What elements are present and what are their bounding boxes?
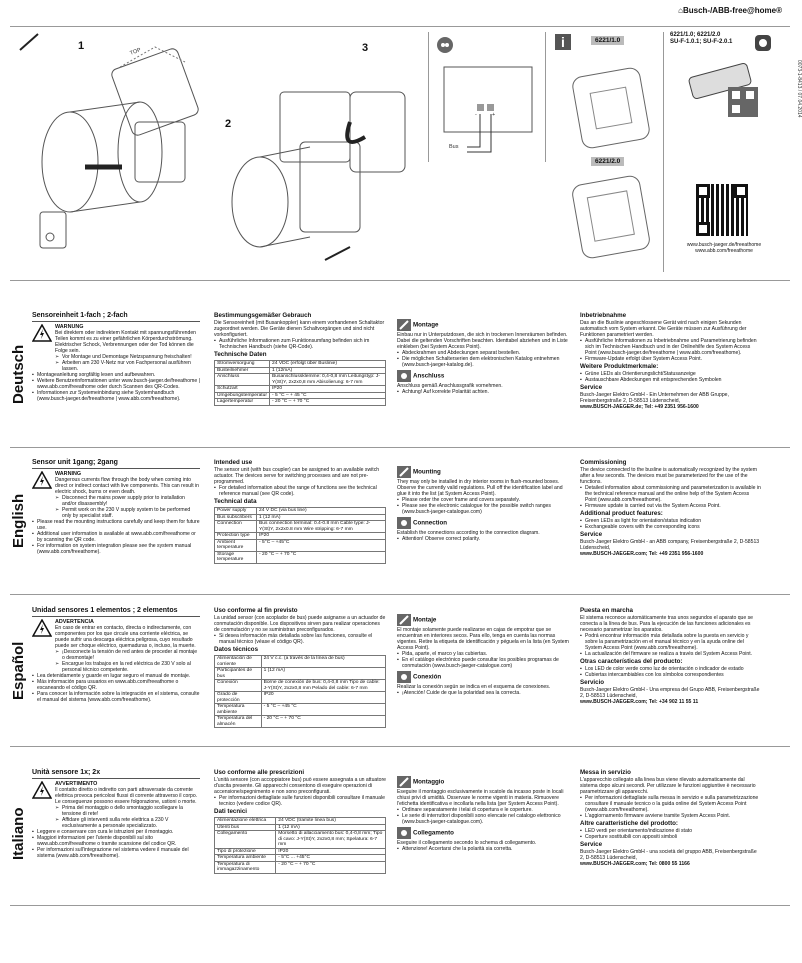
use-title: Intended use <box>214 459 253 466</box>
top-label: TOP <box>129 47 142 57</box>
commissioning-text: El sistema reconoce automáticamente tras unos segundos el aparato que se conecta a la línea de bus. Para la ejecución de las funciones adicionales es necesario parametrizar los aparatos. <box>580 615 754 633</box>
connection-note: ▪ Attenzione! Accertarsi che la polarità sia corretta. <box>397 846 569 852</box>
use-column <box>214 770 386 874</box>
mounting-column <box>397 608 569 696</box>
screwdriver-icon <box>397 319 411 331</box>
table-cell: 1 (12 mA) <box>261 668 385 680</box>
connection-text: Realizar la conexión según se indica en el esquema de conexiones. <box>397 684 551 690</box>
table-cell: 1 (12mA) <box>270 367 386 374</box>
mounting-title: Montage <box>413 321 439 329</box>
mounting-column <box>397 770 569 852</box>
feature-item: ▪ Grüne LEDs als Orientierungslicht/Statusanzeige <box>580 371 762 377</box>
safety-note: ▪ Más información para usuarios en www.abb.com/freeathome o escaneando el código QR. <box>32 679 200 691</box>
service-contact[interactable]: www.BUSCH-JAEGER.com; Tel: 0800 55 1166 <box>580 861 690 867</box>
feature-item: ▪ Cubiertas intercambiables con los símbolos correspondientes <box>580 672 762 678</box>
table-cell: Tipo di protezione <box>215 848 276 855</box>
table-cell: Connection <box>215 521 257 533</box>
qr-code <box>696 184 748 236</box>
mounting-note: ▪ Please see the electronic catalogue for the possible switch ranges (www.busch-jaeger-catalogue.com) <box>397 503 569 515</box>
tech-title: Technische Daten <box>214 351 267 358</box>
table-cell: - 20 °C – + 70 °C <box>276 861 386 873</box>
section-espanol <box>10 608 792 734</box>
table-cell: IP20 <box>276 848 386 855</box>
commissioning-text: The device connected to the busline is automatically recognized by the system after a few seconds. The devices must be parameterized for the use of the functions. <box>580 467 757 485</box>
qr-finder-bl <box>696 222 710 236</box>
commissioning-title: Messa in servizio <box>580 769 631 776</box>
table-cell: Alimentación de corriente <box>215 656 262 668</box>
safety-note: ▪ Please read the mounting instructions carefully and keep them for future use. <box>32 519 200 531</box>
connection-note: ▪ Attention! Observe correct polarity. <box>397 536 569 542</box>
mounting-column <box>397 313 569 395</box>
warning-triangle-icon <box>32 619 52 637</box>
table-cell: Temperatura di immagazzinamento <box>215 861 276 873</box>
tech-title: Dati tecnici <box>214 808 248 815</box>
use-title: Uso conforme alle prescrizioni <box>214 769 305 776</box>
model-2-label: 6221/2.0 <box>591 157 624 166</box>
connection-diagram <box>428 32 546 162</box>
table-row <box>215 399 386 406</box>
section-italiano <box>10 770 792 898</box>
step-2-number: 2 <box>225 118 232 130</box>
section-divider <box>10 594 790 595</box>
service-contact[interactable]: www.BUSCH-JAEGER.com; Tel: +49 2351 956-1600 <box>580 551 704 557</box>
use-text: L'unità sensore (con accoppiatore bus) può essere assegnata a un attuatore d'uscita presente. Gli apparecchi consentono di eseguire operazioni di accensione/spegnimento e non sono preconfigurati. <box>214 777 387 795</box>
product-title: Unità sensore 1x; 2x <box>32 770 200 779</box>
connection-title: Anschluss <box>413 372 445 380</box>
qr-finder-tl <box>696 184 710 198</box>
table-row <box>215 704 386 716</box>
commissioning-text: Das an die Buslinie angeschlossene Gerät wird nach einigen Sekunden automatisch vom System erkannt. Die Geräte müssen zur Ausführung der Funktionen parametriert werden. <box>580 320 747 338</box>
mounting-text: Einbau nur in Unterputzdosen, die sich in trockenen Innenräumen befinden. Dabei die geltenden Vorschriften beachten. Identtabel abziehen und in Liste einkleben (bei System Access Point). <box>397 332 568 350</box>
use-note: ▪ Si desea información más detallada sobre las funciones, consulte el manual técnico (véase el código QR). <box>214 633 386 645</box>
use-column <box>214 608 386 728</box>
service-contact[interactable]: www.BUSCH-JAEGER.de; Tel: +49 2351 956-1600 <box>580 404 699 410</box>
mounting-note: ▪ En el catálogo electrónico puede consultar los posibles programas de conmutación (www.busch-jaeger-catalogue.com) <box>397 657 569 669</box>
table-cell: Stromversorgung <box>215 361 270 368</box>
commissioning-note: ▪ Podrá encontrar información más detallada sobre la puesta en servicio y sobre la parametrización en el manual técnico y en la ayuda online del System Access Point (www.abb.com/freeathome). <box>580 633 762 651</box>
models-illustration <box>553 32 663 272</box>
tech-title: Technical data <box>214 498 257 505</box>
table-cell: - 5 °C – + 45 °C <box>270 392 386 399</box>
table-cell: Power supply <box>215 508 257 515</box>
table-row <box>215 831 386 849</box>
table-cell: Participantes de bus <box>215 668 262 680</box>
connection-icon <box>397 671 411 683</box>
table-cell: - 5°C – +45°C <box>257 539 386 551</box>
warning-triangle-icon <box>32 471 52 489</box>
info-icon: i <box>555 34 571 50</box>
qr-url-1[interactable]: www.busch-jaeger.de/freeathome <box>686 242 762 248</box>
mounting-text: They may only be installed in dry interior rooms in flush-mounted boxes. Observe the currently valid regulations. Pull off the identification label and glue it into the list (at System Access Point). <box>397 479 563 497</box>
table-cell: Temperatura ambiente <box>215 704 262 716</box>
language-label: English <box>10 493 27 549</box>
warning-step: ➢ Disconnect the mains power supply prior to installation and/or disassembly! <box>55 495 200 507</box>
warning-title: WARNING <box>55 471 82 477</box>
brand-logo: ⌂Busch-/ABB-free@home® <box>678 6 782 15</box>
warning-triangle-icon <box>32 324 52 342</box>
warning-block <box>32 619 200 673</box>
table-cell: Umgebungstemperatur <box>215 392 270 399</box>
safety-note: ▪ Weitere Benutzerinformationen unter www.busch-jaeger.de/freeathome | www.abb.com/freeathome oder durch Scannen des QR-Codes. <box>32 378 200 390</box>
language-label: Español <box>10 641 27 701</box>
section-english <box>10 460 792 582</box>
feature-item: ▪ LED verdi per orientamento/indicazione di stato <box>580 828 762 834</box>
commissioning-note: ▪ Detailed information about commissioning and parameterization is available in the technical reference manual and the online help of the System Access Point (www.abb.com/freeathome). <box>580 485 762 503</box>
table-cell: Alimentazione elettrica <box>215 818 276 825</box>
features-title: Otras características del producto: <box>580 658 683 665</box>
warning-step: ➢ Vor Montage und Demontage Netzspannung freischalten! <box>55 354 200 360</box>
commissioning-note: ▪ Per informazioni dettagliate sulla messa in servizio e sulla parametrizzazione consultare il manuale tecnico o la guida online del System Access Point (www.abb.com/freeathome). <box>580 795 762 813</box>
table-cell: Lagertemperatur <box>215 399 270 406</box>
commissioning-column <box>580 608 762 705</box>
table-cell: Morsetto di allacciamento bus: 0,4-0,8 mm; Tipo di cavo: J-Y(St)Y, 2x2x0,8 mm; Spelatura: 6-7 mm <box>276 831 386 849</box>
terminal-minus-label: - <box>475 112 477 118</box>
service-title: Servicio <box>580 679 605 686</box>
table-cell: 24 VDC (erfolgt über Buslinie) <box>270 361 386 368</box>
connection-text: Establish the connections according to the connection diagram. <box>397 530 540 536</box>
connection-note: ▪ ¡Atención! Cuide de que la polaridad sea la correcta. <box>397 690 569 696</box>
table-cell: Utenti bus <box>215 824 276 831</box>
tech-table <box>214 655 386 728</box>
warning-title: AVVERTIMENTO <box>55 781 98 787</box>
warning-text: Dangerous currents flow through the body when coming into direct or indirect contact with live components. This can result in electric shock, burns or even death. <box>55 477 200 495</box>
table-cell: Conexión <box>215 680 262 692</box>
service-text: Busch-Jaeger Elektro GmbH - una società del gruppo ABB, Freisenbergstraße 2, D-58513 Lüdenscheid, <box>580 849 757 861</box>
service-title: Service <box>580 841 603 848</box>
models-title-text: 6221/1.0; 6221/2.0 <box>670 32 721 38</box>
commissioning-title: Commissioning <box>580 459 627 466</box>
commissioning-note: ▪ Firmware update is carried out via the System Access Point. <box>580 503 762 509</box>
table-cell: - 5°C ... +45°C <box>276 855 386 862</box>
service-text: Busch-Jaeger Elektro GmbH - Ein Unternehmen der ABB Gruppe, Freisenbergstraße 2, D-58513 Lüdenscheid, <box>580 392 729 404</box>
table-row <box>215 656 386 668</box>
terminal-plus-label: + <box>492 112 496 118</box>
table-row <box>215 521 386 533</box>
table-cell: Grado de protección <box>215 692 262 704</box>
warning-text: Bei direktem oder indirektem Kontakt mit spannungsführenden Teilen kommt es zu einer gefährlichen Körperdurchströmung. Elektrischer Schock, Verbrennungen oder der Tod können die Folge sein. <box>55 330 197 354</box>
mounting-text: El montaje solamente puede realizarse en cajas de empotrar que se encuentran en interiores secos. Para ello, tenga en cuenta las normas vigentes. Retire la etiqueta de identificación y péguela en la lista (en System Access Point). <box>397 627 569 651</box>
safety-note: ▪ Maggiori informazioni per l'utente disponibili sul sito www.abb.com/freeathome o tramite scansione del codice QR. <box>32 835 200 847</box>
service-text: Busch-Jaeger Elektro GmbH - an ABB company, Freisenbergstraße 2, D-58513 Lüdenscheid, <box>580 539 760 551</box>
device-wiring-drawing <box>429 32 547 162</box>
commissioning-note: ▪ L'aggiornamento firmware avviene tramite System Access Point. <box>580 813 762 819</box>
table-cell: Anschluss <box>215 374 270 386</box>
models-title <box>670 32 750 46</box>
warning-step: ➢ Prima del montaggio o dello smontaggio scollegare la tensione di rete! <box>55 805 200 817</box>
feature-item: ▪ Los LED de color verde como luz de orientación o indicador de estado <box>580 666 762 672</box>
use-text: The sensor unit (with bus coupler) can be assigned to an available switch actuator. The devices serve for switching processes and are not pre-programmed. <box>214 467 380 485</box>
table-cell: - 5 °C – +45 °C <box>261 704 385 716</box>
mounting-note: ▪ Pida, aparte, el marco y las cubiertas. <box>397 651 569 657</box>
features-title: Weitere Produktmerkmale: <box>580 363 659 370</box>
connection-icon <box>397 827 411 839</box>
safety-column <box>32 460 200 555</box>
feature-item: ▪ Green LEDs as light for orientation/status indication <box>580 518 762 524</box>
connection-title: Collegamento <box>413 829 454 837</box>
connection-note: ▪ Achtung! Auf korrekte Polarität achten. <box>397 389 569 395</box>
table-cell: Busteilnehmer <box>215 367 270 374</box>
mounting-title: Mounting <box>413 468 441 476</box>
section-divider <box>10 447 790 448</box>
warning-step: ➢ Arbeiten am 230 V-Netz nur von Fachpersonal ausführen lassen. <box>55 360 200 372</box>
safety-note: ▪ Para conocer la información sobre la integración en el sistema, consulte el manual del sistema (www.abb.com/freeathome). <box>32 691 200 703</box>
mounting-illustration <box>10 32 412 272</box>
document-number: 0073-1-8413 / 07.04.2014 <box>796 60 802 118</box>
safety-note: ▪ Montageanleitung sorgfältig lesen und aufbewahren. <box>32 372 200 378</box>
warning-step: ➢ Affidare gli interventi sulla rete elettrica a 230 V esclusivamente a personale specializzato. <box>55 817 200 829</box>
safety-note: ▪ For information on system integration please see the system manual (www.abb.com/freeathome). <box>32 543 200 555</box>
connection-text: Anschluss gemäß Anschlussgrafik vornehmen. <box>397 383 503 389</box>
mounting-column <box>397 460 569 542</box>
commissioning-column <box>580 460 762 557</box>
safety-column <box>32 608 200 703</box>
commissioning-title: Puesta en marcha <box>580 607 633 614</box>
features-title: Additional product features: <box>580 510 663 517</box>
warning-step: ➢ Encargue los trabajos en la red eléctrica de 230 V solo al personal técnico competente. <box>55 661 200 673</box>
connection-title: Conexión <box>413 673 442 681</box>
mounting-note: ▪ Le serie di interruttori disponibili sono elencate nel catalogo elettronico (www.busch-jaeger-catalogue.com). <box>397 813 569 825</box>
table-cell: Storage temperature <box>215 551 257 563</box>
mounting-text: Eseguire il montaggio esclusivamente in scatole da incasso poste in locali chiusi privi di umidità. Osservare le norme vigenti in materia. Rimuovere l'etichetta identificativa e incollarla nella lista (per System Access Point). <box>397 789 564 807</box>
qr-url-2[interactable]: www.abb.com/freeathome <box>695 248 753 254</box>
mounting-steps-drawing <box>10 32 412 272</box>
commissioning-note: ▪ Ausführliche Informationen zu Inbetriebnahme und Parametrierung befinden sich im Technischen Handbuch und in der Onlinehilfe des System Access Point (www.busch-jaeger.de/freeathome | www.abb.com/freeathome). <box>580 338 762 356</box>
table-row <box>215 861 386 873</box>
safety-note: ▪ Per informazioni sull'integrazione nel sistema vedere il manuale del sistema (www.abb.com/freeathome). <box>32 847 200 859</box>
tech-table <box>214 360 386 406</box>
top-divider <box>10 26 790 27</box>
warning-step: ➢ Permit work on the 230 V supply system to be performed only by specialist staff. <box>55 507 200 519</box>
feature-item: ▪ Coperture sostituibili con appositi simboli <box>580 834 762 840</box>
connection-text: Eseguire il collegamento secondo lo schema di collegamento. <box>397 840 537 846</box>
use-title: Bestimmungsgemäßer Gebrauch <box>214 312 312 319</box>
table-cell: IP20 <box>257 533 386 540</box>
product-title: Unidad sensores 1 elementos ; 2 elementos <box>32 608 200 617</box>
table-cell: - 20 °C – + 70 °C <box>270 399 386 406</box>
table-cell: 24 V DC (via bus line) <box>257 508 386 515</box>
warning-block <box>32 781 200 829</box>
table-cell: Ambient temperature <box>215 539 257 551</box>
connection-icon <box>397 517 411 529</box>
warning-title: ADVERTENCIA <box>55 619 94 625</box>
step-1-number: 1 <box>78 40 85 52</box>
warning-text: Il contatto diretto o indiretto con parti attraversate da corrente elettrica provoca pericolosi flussi di corrente attraverso il corpo. Le conseguenze possono essere folgorazione, ustioni o morte. <box>55 787 198 805</box>
smartphone-scan-drawing <box>670 62 770 122</box>
table-cell: Protection type <box>215 533 257 540</box>
step-3-number: 3 <box>362 42 369 54</box>
use-title: Uso conforme al fin previsto <box>214 607 298 614</box>
section-divider <box>10 746 790 747</box>
feature-item: ▪ Austauschbare Abdeckungen mit entsprechenden Symbolen <box>580 377 762 383</box>
table-row <box>215 374 386 386</box>
service-title: Service <box>580 384 603 391</box>
warning-text: En caso de entrar en contacto, directa o indirectamente, con componentes por los que circule una corriente eléctrica, se puede sufrir una descarga eléctrica peligrosa, cuyo resultado puede ser choque eléctrico, quemaduras o, incluso, la muerte. <box>55 625 196 649</box>
tech-table <box>214 507 386 564</box>
safety-column <box>32 313 200 402</box>
qr-section <box>663 32 773 272</box>
table-cell: Collegamento <box>215 831 276 849</box>
software-versions: SU-F-1.0.1; SU-F-2.0.1 <box>670 39 733 45</box>
warning-block <box>32 324 200 372</box>
use-column <box>214 460 386 564</box>
table-cell: Busanschlussklemme: 0,4-0,8 mm Leitungstyp: J-Y(St)Y, 2x2x0,8 mm Abisolierung: 6-7 mm <box>270 374 386 386</box>
bottom-divider <box>10 905 790 906</box>
mounting-note: ▪ Die möglichen Schalterserien dem elektronischen Katalog entnehmen (www.busch-jaeger-katalog.de). <box>397 356 569 368</box>
table-row <box>215 539 386 551</box>
table-cell: Temperatura del almacén <box>215 716 262 728</box>
model-1-label: 6221/1.0 <box>591 36 624 45</box>
table-cell: 24 VDC (tramite linea bus) <box>276 818 386 825</box>
product-title: Sensor unit 1gang; 2gang <box>32 460 200 469</box>
table-row <box>215 692 386 704</box>
use-column <box>214 313 386 406</box>
language-label: Italiano <box>10 807 27 861</box>
table-cell: Bus subscribers <box>215 514 257 521</box>
warning-triangle-icon <box>32 781 52 799</box>
section-deutsch <box>10 313 792 435</box>
commissioning-note: ▪ Firmware-Update erfolgt über System Access Point. <box>580 356 762 362</box>
use-text: La unidad sensor (con acoplador de bus) puede asignarse a un actuador de conmutación disponible. Los dispositivos sirven para realizar operaciones de conmutación y no se suministran preconfigurados. <box>214 615 386 633</box>
features-title: Altre caratteristiche del prodotto: <box>580 820 678 827</box>
table-cell: IP20 <box>261 692 385 704</box>
warning-block <box>32 471 200 519</box>
table-row <box>215 668 386 680</box>
service-text: Busch-Jaeger Elektro GmbH - Una empresa del Grupo ABB, Freisenbergstraße 2, D-58513 Lüdenscheid, <box>580 687 760 699</box>
warning-title: WARNUNG <box>55 324 84 330</box>
table-row <box>215 716 386 728</box>
commissioning-note: ▪ La actualización del firmware se realiza a través del System Access Point. <box>580 651 762 657</box>
language-label: Deutsch <box>10 344 27 404</box>
table-cell: - 20 °C – + 70 °C <box>261 716 385 728</box>
mounting-title: Montaggio <box>413 778 445 786</box>
table-cell: Schutzart <box>215 386 270 393</box>
app-icon <box>754 34 772 52</box>
table-cell: Borne de conexión de bus: 0,4-0,8 mm Tipo de cable: J-Y(St)Y, 2x2x0,8 mm Pelado del cable: 6-7 mm <box>261 680 385 692</box>
safety-note: ▪ Informationen zur Systemeinbindung siehe Systemhandbuch (www.busch-jaeger.de/freeathome | www.abb.com/freeathome). <box>32 390 200 402</box>
qr-urls <box>676 242 772 254</box>
table-cell: 1 (12 mA) <box>276 824 386 831</box>
use-note: ▪ Ausführliche Informationen zum Funktionsumfang befinden sich im Technischen Handbuch (siehe QR-Code). <box>214 338 386 350</box>
table-cell: - 20 °C – + 70 °C <box>257 551 386 563</box>
screwdriver-icon <box>397 776 411 788</box>
safety-column <box>32 770 200 859</box>
product-title: Sensoreinheit 1-fach ; 2-fach <box>32 313 200 322</box>
tech-table <box>214 817 386 874</box>
safety-note: ▪ Lea detenidamente y guarde en lugar seguro el manual de montaje. <box>32 673 200 679</box>
illustration-divider <box>10 280 790 281</box>
connection-icon <box>397 370 411 382</box>
service-contact[interactable]: www.BUSCH-JAEGER.com; Tel: +34 902 11 55 11 <box>580 699 699 705</box>
use-note: ▪ Per informazioni dettagliate sulle funzioni disponibili consultare il manuale tecnico (vedere codice QR). <box>214 795 386 807</box>
commissioning-title: Inbetriebnahme <box>580 312 627 319</box>
safety-note: ▪ Additional user information is available at www.abb.com/freeathome or by scanning the QR code. <box>32 531 200 543</box>
tech-title: Datos técnicos <box>214 646 259 653</box>
bus-label: Bus <box>449 144 459 150</box>
table-row <box>215 680 386 692</box>
table-row <box>215 551 386 563</box>
qr-finder-tr <box>734 184 748 198</box>
connection-title: Connection <box>413 519 448 527</box>
service-title: Service <box>580 531 603 538</box>
table-cell: IP20 <box>270 386 386 393</box>
warning-step: ➢ ¡Desconecte la tensión de red antes de proceder al montaje o desmontaje! <box>55 649 200 661</box>
feature-item: ▪ Exchangeable covers with the corresponding icons <box>580 524 762 530</box>
table-cell: Bus connection terminal: 0.4-0.8 mm Cable type: J-Y(St)Y, 2x2x0.8 mm Wire stripping: 6-7 mm <box>257 521 386 533</box>
table-cell: 1 (12 mA) <box>257 514 386 521</box>
table-cell: Temperatura ambiente <box>215 855 276 862</box>
use-note: ▪ For detailed information about the range of functions see the technical reference manual (see QR code). <box>214 485 386 497</box>
mounting-title: Montaje <box>413 616 437 624</box>
commissioning-column <box>580 770 762 867</box>
mounting-note: ▪ Abdeckrahmen und Abdeckungen separat bestellen. <box>397 350 569 356</box>
use-text: Die Sensoreinheit (mit Busankoppler) kann einem vorhandenen Schaltaktor zugeordnet werden. Die Geräte dienen Schaltvorgängen und sind nicht vorkonfiguriert. <box>214 320 385 338</box>
mounting-note: ▪ Please order the cover frame and covers separately. <box>397 497 569 503</box>
screwdriver-icon <box>397 466 411 478</box>
screwdriver-icon <box>397 614 411 626</box>
safety-note: ▪ Leggere e conservare con cura le istruzioni per il montaggio. <box>32 829 200 835</box>
commissioning-column <box>580 313 762 410</box>
device-drawings <box>553 32 663 272</box>
mounting-note: ▪ Ordinare separatamente i telai di copertura e le coperture. <box>397 807 569 813</box>
commissioning-text: L'apparecchio collegato alla linea bus viene rilevato automaticamente dal sistema dopo alcuni secondi. Per utilizzare le funzioni aggiuntive è necessario parametrizzare gli apparecchi. <box>580 777 756 795</box>
table-cell: 24 V c.c. (a través de la línea de bus) <box>261 656 385 668</box>
